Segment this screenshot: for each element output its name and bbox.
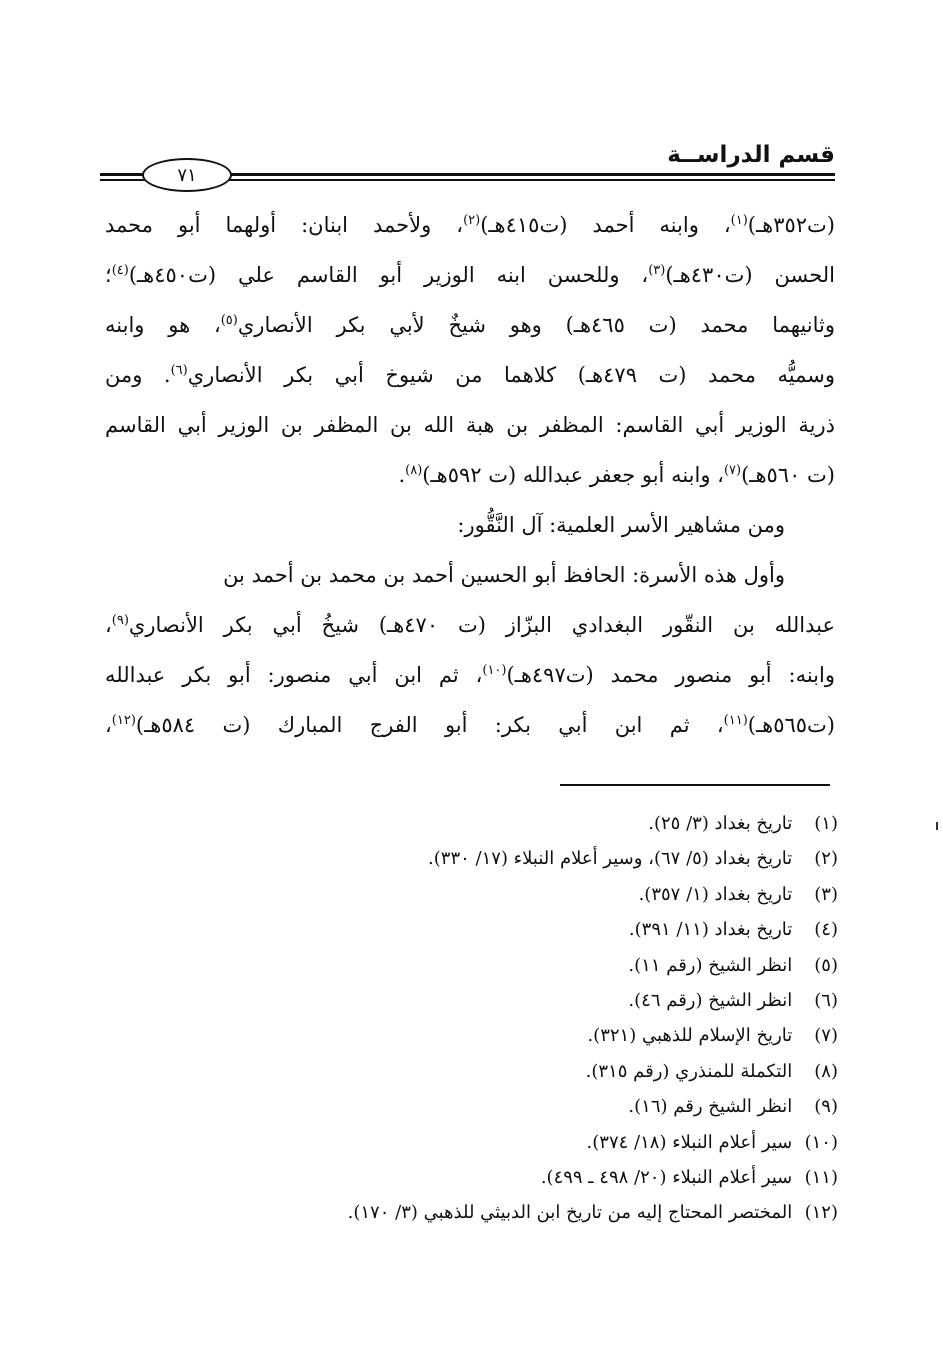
body-line: [105, 700, 835, 750]
body-text: [105, 200, 835, 750]
text-run: ذرية الوزير أبي القاسم: المظفر بن هبة الله بن المظفر بن الوزير أبي القاسم: [105, 413, 835, 437]
footnote-ref: (١٢): [111, 713, 136, 728]
footnote-number: (٧): [814, 1025, 838, 1047]
footnote-text: سير أعلام النبلاء (٢٠/ ٤٩٨ ـ ٤٩٩).: [540, 1166, 793, 1188]
text-run: ، وابنه أبو جعفر عبدالله (ت ٥٩٢هـ): [422, 463, 724, 487]
body-line: [105, 350, 835, 400]
body-line: [105, 300, 835, 350]
text-run: وأول هذه الأسرة: الحافظ أبو الحسين أحمد بن محمد بن أحمد بن: [223, 563, 785, 587]
text-run: ،: [105, 713, 112, 737]
footnote-text: انظر الشيخ (رقم ٤٦).: [628, 989, 793, 1011]
footnote-5: [98, 948, 838, 983]
footnote-text: تاريخ الإسلام للذهبي (٣٢١).: [587, 1025, 793, 1047]
text-run: ،: [105, 613, 112, 637]
footnote-number: (٥): [814, 954, 838, 976]
text-run: وثانيهما محمد (ت ٤٦٥هـ) وهو شيخٌ لأبي بكر الأنصاري: [237, 313, 835, 337]
text-run: (ت ٥٦٠هـ): [741, 463, 835, 487]
footnote-text: انظر الشيخ (رقم ١١).: [628, 954, 793, 976]
body-line: [105, 450, 835, 500]
footnote-ref: (٢): [463, 213, 481, 228]
footnote-number: (١): [814, 813, 838, 834]
text-run: . ومن: [105, 363, 171, 387]
footnote-11: [98, 1160, 838, 1195]
footnote-ref: (١): [730, 213, 748, 228]
footnote-10: [98, 1125, 838, 1160]
footnote-text: تاريخ بغداد (٥/ ٦٧)، وسير أعلام النبلاء (١٧/ ٣٣٠).: [428, 848, 793, 870]
footnote-number: (٢): [814, 848, 838, 870]
footnotes: [98, 806, 838, 1231]
footnote-ref: (٥): [220, 313, 238, 328]
footnote-number: (٣): [814, 883, 838, 905]
footnote-text: تاريخ بغداد (٣/ ٢٥).: [648, 813, 793, 834]
footnote-7: [98, 1018, 838, 1053]
footnote-ref: (١٠): [482, 663, 507, 678]
footnote-text: المختصر المحتاج إليه من تاريخ ابن الدبيثي للذهبي (٣/ ١٧٠).: [347, 1202, 793, 1224]
text-run: الحسن (ت٤٣٠هـ): [665, 263, 835, 287]
text-run: (ت٥٦٥هـ): [747, 713, 835, 737]
body-line: [105, 500, 835, 550]
body-line: [105, 550, 835, 600]
footnote-number: (١٢): [804, 1202, 838, 1224]
text-run: ؛: [105, 263, 112, 287]
footnote-text: سير أعلام النبلاء (١٨/ ٣٧٤).: [586, 1131, 793, 1153]
body-line: [105, 250, 835, 300]
text-run: ، ولأحمد ابنان: أولهما أبو محمد: [105, 213, 464, 237]
body-line: [105, 650, 835, 700]
footnote-6: [98, 983, 838, 1018]
footnote-text: التكملة للمنذري (رقم ٣١٥).: [585, 1060, 793, 1082]
footnote-separator: [560, 784, 830, 786]
text-run: ، هو وابنه: [105, 313, 221, 337]
footnote-text: تاريخ بغداد (١١/ ٣٩١).: [628, 919, 793, 941]
footnote-number: (٨): [814, 1060, 838, 1082]
text-run: (ت٣٥٢هـ): [747, 213, 835, 237]
footnote-1: [98, 806, 838, 841]
text-run: ومن مشاهير الأسر العلمية: آل النَّقُّور:: [457, 513, 785, 537]
footnote-ref: (٣): [648, 263, 666, 278]
footnote-text: تاريخ بغداد (١/ ٣٥٧).: [638, 883, 793, 905]
footnote-2: [98, 841, 838, 876]
page-header: [100, 138, 835, 188]
footnote-ref: (٤): [111, 263, 129, 278]
text-run: وابنه: أبو منصور محمد (ت٤٩٧هـ): [506, 663, 835, 687]
footnote-ref: (٨): [405, 463, 423, 478]
footnote-3: [98, 877, 838, 912]
text-run: ، وابنه أحمد (ت٤١٥هـ): [480, 213, 731, 237]
footnote-number: (٩): [814, 1096, 838, 1118]
footnote-12: [98, 1195, 838, 1230]
section-title: قسم الدراســة: [667, 142, 835, 168]
body-line: [105, 400, 835, 450]
footnote-ref: (٧): [723, 463, 742, 478]
text-run: ، ثم ابن أبي منصور: أبو بكر عبدالله: [105, 663, 483, 687]
body-line: [105, 200, 835, 250]
text-run: ، وللحسن ابنه الوزير أبو القاسم علي (ت٤٥٠هـ): [128, 263, 649, 287]
footnote-text: انظر الشيخ رقم (١٦).: [628, 1096, 793, 1118]
footnote-number: (٤): [814, 919, 838, 941]
text-run: وسميُّه محمد (ت ٤٧٩هـ) كلاهما من شيوخ أبي بكر الأنصاري: [187, 363, 835, 387]
footnote-8: [98, 1054, 838, 1089]
text-run: ، ثم ابن أبي بكر: أبو الفرج المبارك (ت ٥٨٤هـ): [135, 713, 724, 737]
footnote-ref: (٦): [170, 363, 188, 378]
footnote-4: [98, 912, 838, 947]
text-run: .: [398, 463, 406, 487]
body-line: [105, 600, 835, 650]
text-run: عبدالله بن النقّور البغدادي البزّاز (ت ٤٧٠هـ) شيخُ أبي بكر الأنصاري: [128, 613, 835, 637]
footnote-ref: (١١): [723, 713, 748, 728]
footnote-ref: (٩): [111, 613, 129, 628]
scan-mark: [936, 822, 938, 830]
page-number: ٧١: [142, 158, 232, 192]
footnote-9: [98, 1089, 838, 1124]
footnote-number: (١٠): [804, 1131, 838, 1153]
footnote-number: (١١): [804, 1166, 838, 1188]
footnote-number: (٦): [814, 989, 838, 1011]
